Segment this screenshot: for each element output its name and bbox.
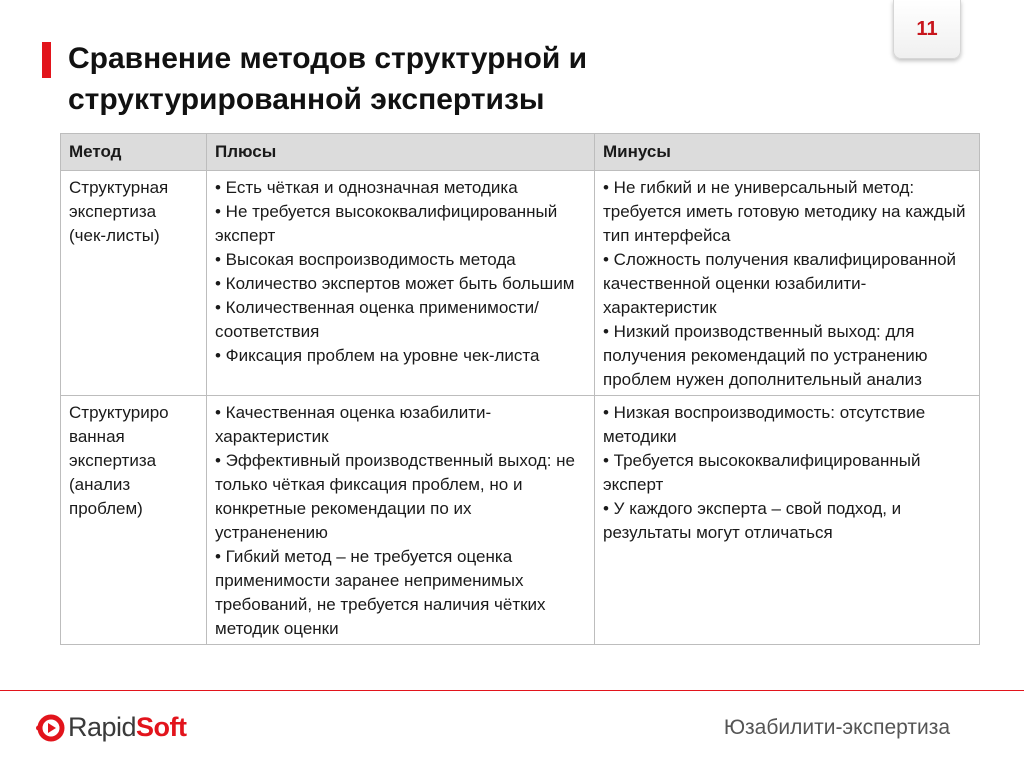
method-line: (чек-листы) [69,226,160,245]
table-row [61,171,980,396]
method-line: ванная [69,427,125,446]
method-line: экспертиза [69,451,157,470]
pros-item: • Фиксация проблем на уровне чек-листа [215,346,540,365]
slide-title-line-2: структурированной экспертизы [68,83,545,116]
cons-cell [595,171,980,396]
cons-item: • Низкий производственный выход: для получения рекомендаций по устранению проблем нужен дополнительный анализ [603,322,928,389]
pros-item: • Количество экспертов может быть большим [215,274,575,293]
cons-cell [595,396,980,645]
header-method: Метод [61,134,207,171]
pros-item: • Качественная оценка юзабилити-характеристик [215,403,492,446]
cons-item: • Сложность получения квалифицированной качественной оценки юзабилити-характеристик [603,250,957,317]
footer-caption: Юзабилити-экспертиза [723,716,950,739]
method-line: проблем) [69,499,143,518]
method-line: Структуриро [69,403,169,422]
logo-word-soft: Soft [136,712,187,742]
rapidsoft-logo [36,712,187,743]
pros-cell [207,171,595,396]
pros-item: • Не требуется высококвалифицированный эксперт [215,202,558,245]
pros-item: • Гибкий метод – не требуется оценка применимости заранее неприменимых требований, не требуется наличия чётких методик оценки [215,547,546,638]
pros-cell [207,396,595,645]
pros-item: • Эффективный производственный выход: не только чёткая фиксация проблем, но и конкретные рекомендации по их устраненению [215,451,575,542]
header-cons: Минусы [595,134,980,171]
table-row [61,396,980,645]
page-number-badge [893,0,961,59]
method-line: (анализ [69,475,131,494]
method-cell [61,171,207,396]
cons-item: • Требуется высококвалифицированный эксперт [603,451,921,494]
footer-divider [0,690,1024,691]
cons-item: • У каждого эксперта – свой подход, и результаты могут отличаться [603,499,902,542]
method-line: Структурная [69,178,169,197]
title-accent-bar [42,42,51,78]
comparison-table [60,133,980,645]
logo-wordmark [68,712,187,743]
cons-item: • Низкая воспроизводимость: отсутствие методики [603,403,926,446]
page-number: 11 [916,17,938,40]
pros-item: • Высокая воспроизводимость метода [215,250,516,269]
logo-mark-icon [36,713,66,743]
pros-item: • Есть чёткая и однозначная методика [215,178,518,197]
slide-title [68,38,868,120]
method-line: экспертиза [69,202,157,221]
logo-word-rapid: Rapid [68,712,137,742]
header-pros: Плюсы [207,134,595,171]
method-cell [61,396,207,645]
table-header-row [61,134,980,171]
slide-title-line-1: Сравнение методов структурной и [68,42,588,75]
pros-item: • Количественная оценка применимости/соответствия [215,298,539,341]
cons-item: • Не гибкий и не универсальный метод: требуется иметь готовую методику на каждый тип интерфейса [603,178,966,245]
